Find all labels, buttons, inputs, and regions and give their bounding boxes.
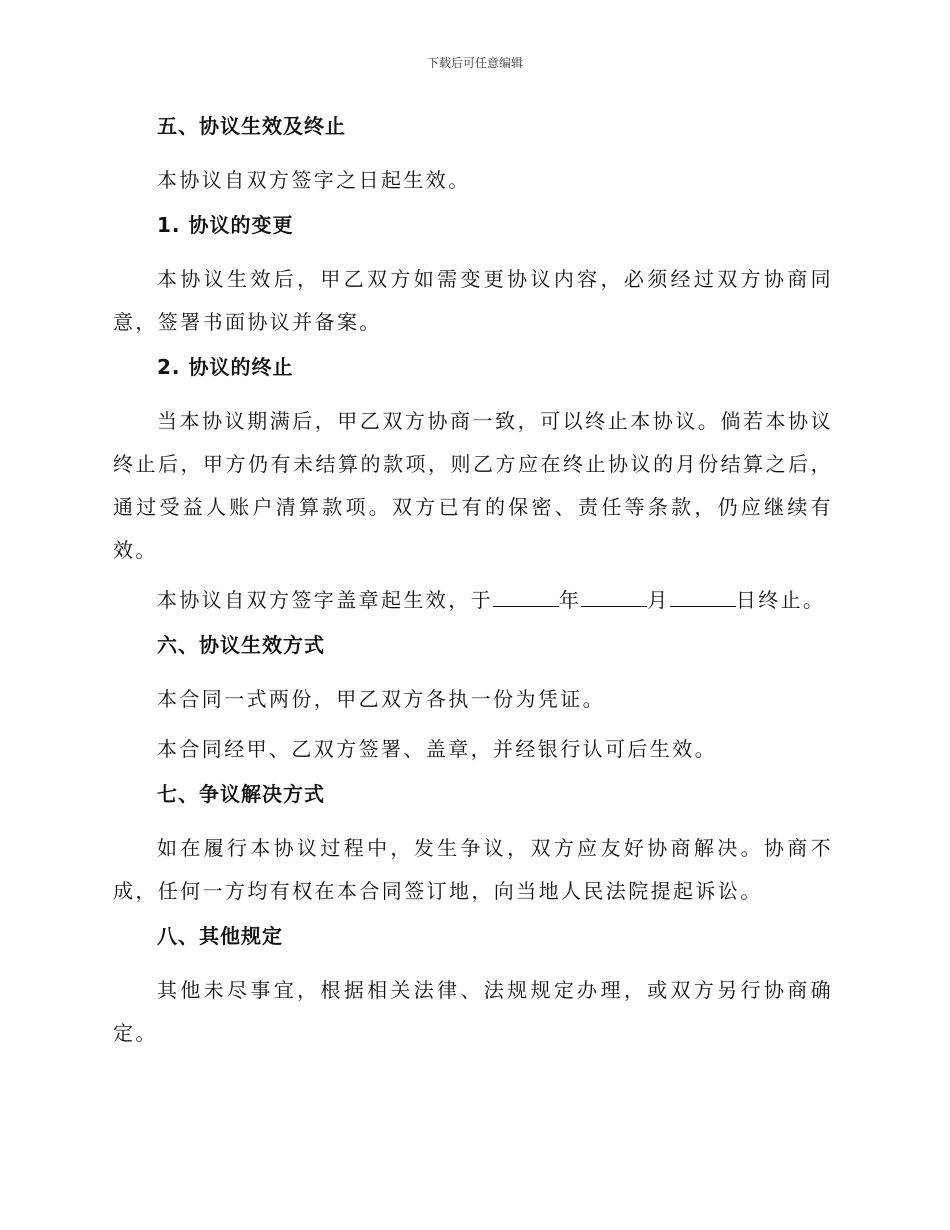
- section-8-paragraph-1: 其他未尽事宜，根据相关法律、法规规定办理，或双方另行协商确定。: [113, 978, 833, 1045]
- section-6-paragraph-2: 本合同经甲、乙双方签署、盖章，并经银行认可后生效。: [157, 737, 717, 761]
- section-8-title: 八、其他规定: [157, 924, 283, 948]
- section-5-paragraph-1: 本协议自双方签字之日起生效。: [157, 168, 471, 192]
- month-blank: [581, 588, 647, 607]
- section-6-title: 六、协议生效方式: [157, 633, 325, 657]
- year-blank: [493, 588, 559, 607]
- section-6-paragraph-1: 本合同一式两份，甲乙双方各执一份为凭证。: [157, 687, 605, 711]
- section-7-paragraph-1: 如在履行本协议过程中，发生争议，双方应友好协商解决。协商不成，任何一方均有权在本合同签订地，向当地人民法院提起诉讼。: [113, 836, 833, 903]
- day-blank: [670, 588, 736, 607]
- day-label: 日终止。: [735, 588, 826, 612]
- page-header: 下载后可任意编辑: [426, 56, 523, 70]
- effective-clause-text: 本协议自双方签字盖章起生效，于: [157, 588, 493, 612]
- section-5-paragraph-2: 本协议生效后，甲乙双方如需变更协议内容，必须经过双方协商同意，签署书面协议并备案。: [113, 267, 833, 334]
- section-5-subtitle-2: 2. 协议的终止: [157, 355, 294, 379]
- section-5-title: 五、协议生效及终止: [157, 114, 346, 138]
- section-7-title: 七、争议解决方式: [157, 782, 325, 806]
- year-label: 年: [559, 588, 582, 612]
- month-label: 月: [647, 588, 670, 612]
- section-5-subtitle-1: 1. 协议的变更: [157, 213, 294, 237]
- section-5-paragraph-4: [113, 579, 833, 622]
- document-body: [113, 110, 833, 1062]
- section-5-paragraph-3: 当本协议期满后，甲乙双方协商一致，可以终止本协议。倘若本协议终止后，甲方仍有未结算的款项，则乙方应在终止协议的月份结算之后，通过受益人账户清算款项。双方已有的保密、责任等条款，仍应继续有效。: [113, 409, 833, 562]
